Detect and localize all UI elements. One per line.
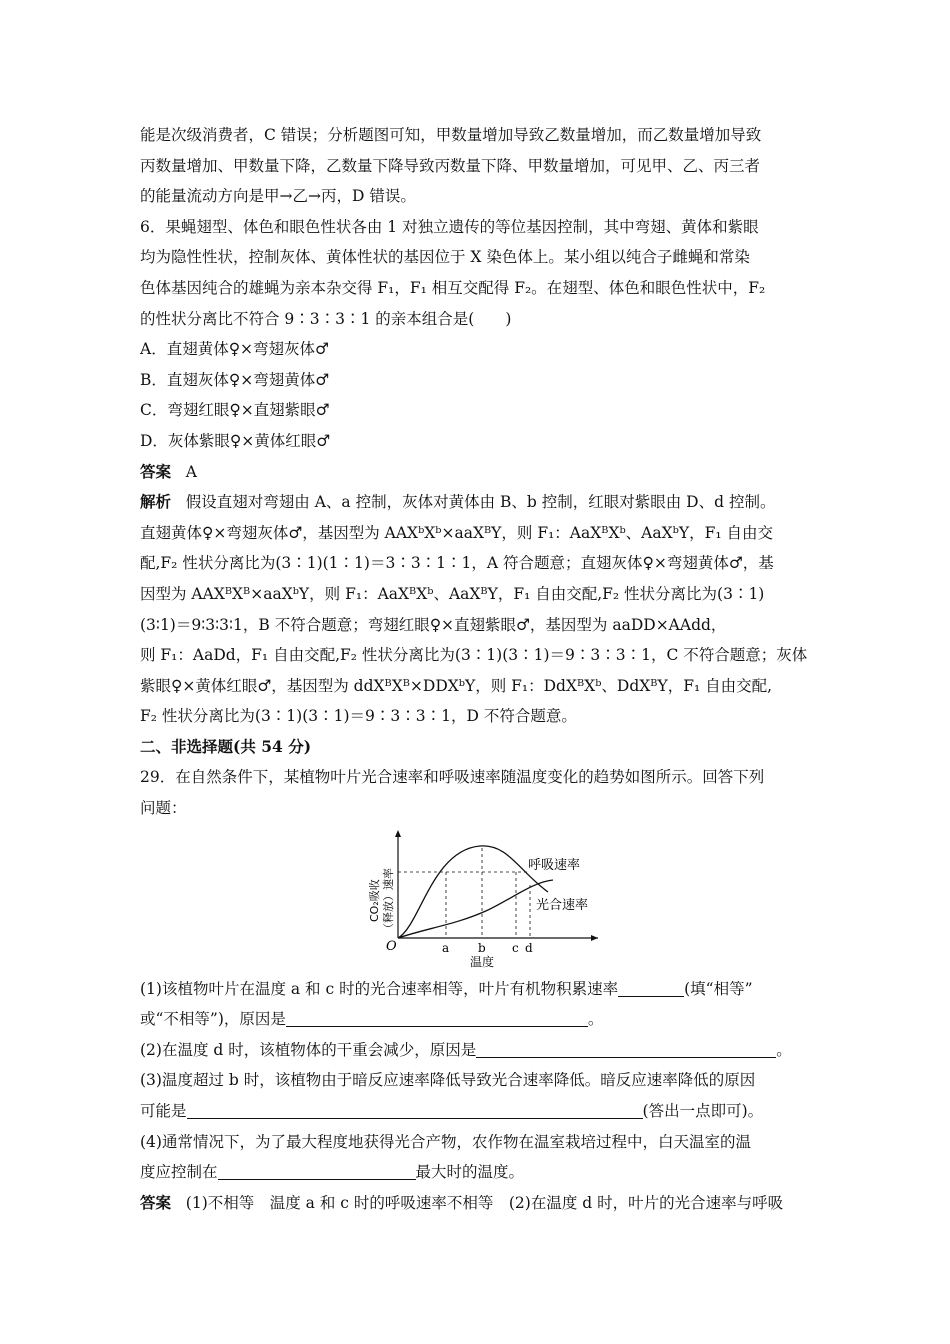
analysis-line: 紫眼♀×黄体红眼♂，基因型为 ddXᴮXᴮ×DDXᵇY，则 F₁：DdXᴮXᵇ、DdXᴮY，F₁ 自由交配, [140, 676, 773, 695]
text-line: 丙数量增加、甲数量下降，乙数量下降导致丙数量下降、甲数量增加，可见甲、乙、丙三者 [140, 156, 761, 175]
x-axis-label: 温度 [470, 954, 495, 968]
answer-blank [187, 1100, 643, 1119]
hump-curve [398, 846, 548, 938]
answer-value: A [185, 462, 197, 481]
option-b: B．直翅灰体♀×弯翅黄体♂ [140, 370, 330, 389]
subquestion-text: (2)在温度 d 时，该植物体的干重会减少，原因是 [140, 1040, 477, 1059]
x-tick-c: c [512, 940, 519, 955]
text-line: 能是次级消费者，C 错误；分析题图可知，甲数量增加导致乙数量增加，而乙数量增加导致 [140, 126, 762, 144]
answer-text: (1)不相等 温度 a 和 c 时的呼吸速率不相等 (2)在温度 d 时，叶片的光合速率与呼吸 [185, 1193, 784, 1212]
y-axis-label-1: CO₂吸收 [368, 878, 381, 922]
subquestion-text: (答出一点即可)。 [642, 1102, 764, 1121]
subquestion-text: 。 [587, 1010, 604, 1029]
subquestion-text: 可能是 [140, 1102, 187, 1121]
subquestion-1 [140, 974, 812, 1005]
photosynthesis-label: 光合速率 [536, 897, 589, 913]
analysis-line: 直翅黄体♀×弯翅灰体♂，基因型为 AAXᵇXᵇ×aaXᴮY，则 F₁：AaXᴮXᵇ、AaXᵇY，F₁ 自由交 [140, 523, 773, 542]
subquestion-text: (1)该植物叶片在温度 a 和 c 时的光合速率相等，叶片有机物积累速率 [140, 979, 619, 998]
analysis-label: 解析 [140, 492, 172, 512]
analysis-line: 配,F₂ 性状分离比为(3∶1)(1∶1)＝3∶3∶1∶1，A 符合题意；直翅灰体♀×弯翅黄体♂，基 [140, 554, 774, 573]
question-29-stem: 29．在自然条件下，某植物叶片光合速率和呼吸速率随温度变化的趋势如图所示。回答下列 [140, 768, 765, 787]
x-tick-b: b [478, 940, 486, 955]
subquestion-4-cont [140, 1157, 812, 1188]
analysis-line: 则 F₁：AaDd，F₁ 自由交配,F₂ 性状分离比为(3∶1)(3∶1)＝9∶3∶3∶1，C 不符合题意；灰体 [140, 646, 808, 665]
rate-graph [348, 826, 608, 968]
subquestion-4: (4)通常情况下，为了最大程度地获得光合产物，农作物在温室栽培过程中，白天温室的温 [140, 1132, 751, 1151]
subquestion-text: (填“相等” [684, 979, 753, 998]
question-6-stem: 6．果蝇翅型、体色和眼色性状各由 1 对独立遗传的等位基因控制，其中弯翅、黄体和紫眼 [140, 217, 759, 236]
answer-blank [286, 1008, 588, 1027]
subquestion-1-cont [140, 1004, 812, 1035]
analysis-text: 假设直翅对弯翅由 A、a 控制，灰体对黄体由 B、b 控制，红眼对紫眼由 D、d 控制。 [185, 493, 776, 512]
subquestion-text: 或“不相等”)，原因是 [140, 1010, 286, 1029]
analysis-line [140, 487, 812, 518]
option-c: C．弯翅红眼♀×直翅紫眼♂ [140, 401, 330, 420]
document-page [140, 120, 812, 1218]
y-axis-label-2: （释放）速率 [382, 867, 395, 934]
answer-blank [218, 1161, 416, 1180]
subquestion-3-cont [140, 1096, 812, 1127]
question-6-stem: 均为隐性性状，控制灰体、黄体性状的基因位于 X 染色体上。某小组以纯合子雌蝇和常染 [140, 248, 750, 267]
section-heading: 二、非选择题(共 54 分) [140, 736, 312, 756]
x-tick-d: d [525, 940, 533, 955]
answer-label: 答案 [140, 1192, 172, 1212]
subquestion-3: (3)温度超过 b 时，该植物由于暗反应速率降低导致光合速率降低。暗反应速率降低的原因 [140, 1071, 756, 1090]
answer-label: 答案 [140, 461, 172, 481]
question-29-stem: 问题： [140, 799, 187, 818]
subquestion-2 [140, 1035, 812, 1066]
x-axis-arrow [591, 935, 598, 941]
question-6-stem: 色体基因纯合的雄蝇为亲本杂交得 F₁，F₁ 相互交配得 F₂。在翅型、体色和眼色性状中，F₂ [140, 278, 766, 297]
subquestion-text: 最大时的温度。 [415, 1163, 525, 1182]
y-axis-arrow [395, 830, 401, 837]
rate-temperature-figure [140, 826, 812, 968]
answer-line [140, 1188, 812, 1219]
analysis-line: 因型为 AAXᴮXᴮ×aaXᵇY，则 F₁：AaXᴮXᵇ、AaXᴮY，F₁ 自由交配,F₂ 性状分离比为(3∶1) [140, 584, 765, 603]
analysis-line: F₂ 性状分离比为(3∶1)(3∶1)＝9∶3∶3∶1，D 不符合题意。 [140, 707, 577, 726]
subquestion-text: 。 [776, 1040, 792, 1059]
answer-line [140, 457, 812, 488]
x-tick-a: a [442, 940, 450, 955]
option-a: A．直翅黄体♀×弯翅灰体♂ [140, 340, 329, 359]
answer-blank [476, 1039, 776, 1058]
question-6-stem: 的性状分离比不符合 9∶3∶3∶1 的亲本组合是( ) [140, 309, 512, 328]
answer-blank [618, 978, 684, 997]
respiration-label: 呼吸速率 [528, 857, 581, 873]
analysis-line: (3∶1)＝9∶3∶3∶1，B 不符合题意；弯翅红眼♀×直翅紫眼♂，基因型为 aaDD×AAdd， [140, 615, 727, 634]
subquestion-text: 度应控制在 [140, 1163, 218, 1182]
option-d: D．灰体紫眼♀×黄体红眼♂ [140, 431, 331, 450]
origin-label: O [386, 938, 397, 954]
text-line: 的能量流动方向是甲→乙→丙，D 错误。 [140, 187, 416, 206]
